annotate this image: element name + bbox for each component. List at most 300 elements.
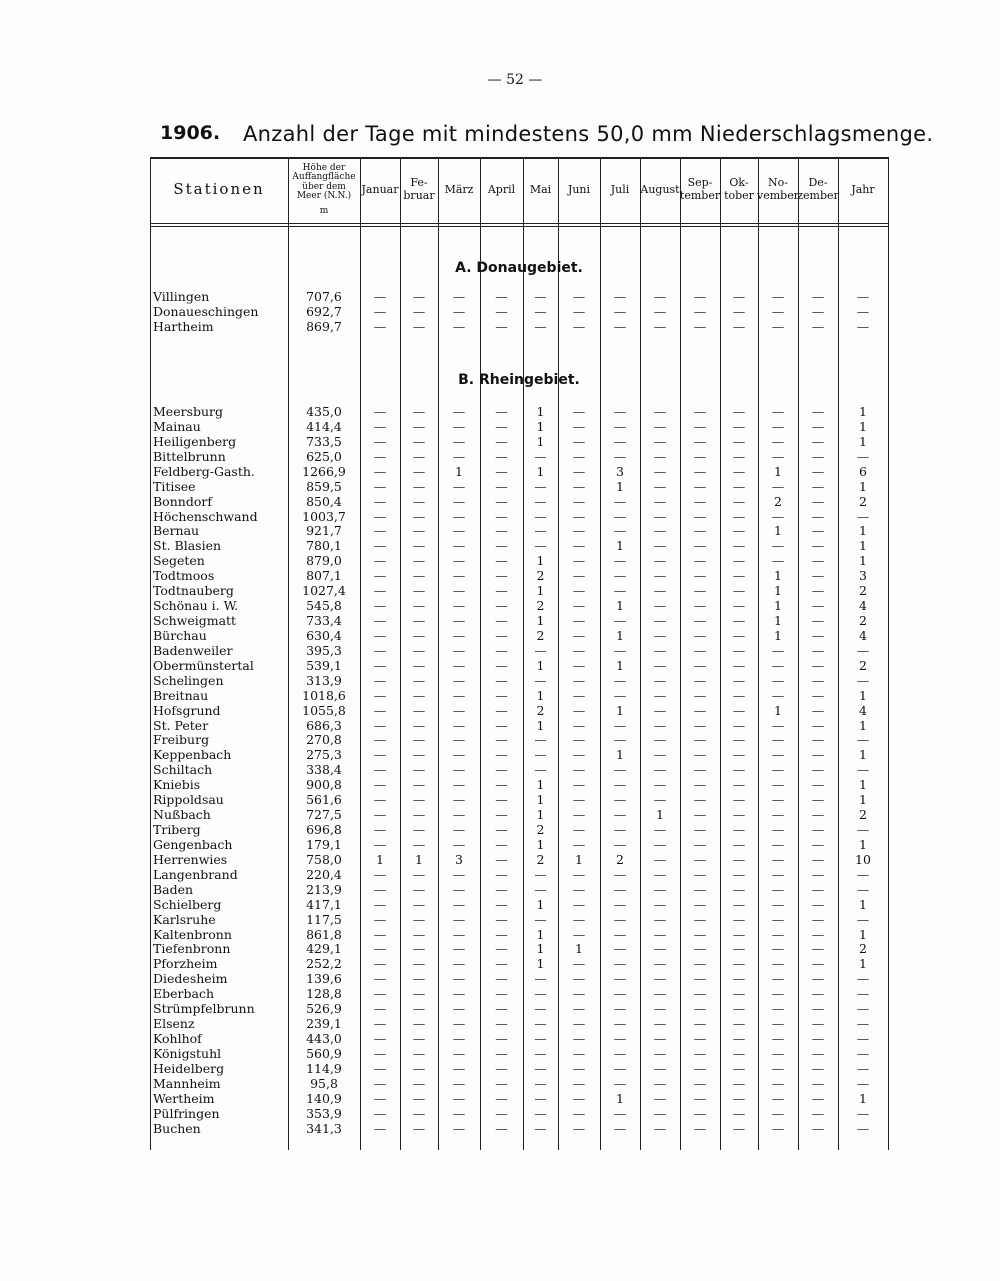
month-value-cell: — xyxy=(572,986,586,1002)
month-value-cell: — xyxy=(693,289,707,304)
month-value-cell: — xyxy=(771,508,785,524)
month-value-cell: — xyxy=(811,792,825,808)
table-row xyxy=(150,822,888,837)
station-hoehe: 443,0 xyxy=(306,1031,342,1047)
month-value-cell: — xyxy=(452,404,466,419)
month-value-cell: — xyxy=(412,1105,426,1121)
month-value-cell: — xyxy=(613,911,627,927)
year-total-cell: 1 xyxy=(859,418,867,434)
station-hoehe: 179,1 xyxy=(306,836,342,852)
page-number: — 52 — xyxy=(487,72,543,88)
month-value-cell: — xyxy=(613,493,627,509)
month-value-cell: — xyxy=(373,303,387,319)
month-value-cell: 2 xyxy=(536,851,545,867)
month-value-cell: — xyxy=(771,1090,785,1106)
month-value-cell: — xyxy=(811,777,825,793)
month-value-cell: — xyxy=(373,702,387,718)
month-value-cell: 1 xyxy=(536,418,545,434)
table-row xyxy=(150,882,888,897)
year-total-cell: 1 xyxy=(859,404,867,419)
table-row xyxy=(150,912,888,927)
month-value-cell: — xyxy=(373,478,387,494)
month-value-cell: — xyxy=(495,896,508,912)
month-value-cell: 1 xyxy=(536,657,545,673)
station-hoehe: 139,6 xyxy=(306,971,342,987)
month-value-cell: — xyxy=(495,777,508,793)
month-value-cell: — xyxy=(572,1120,586,1136)
year-total-cell: 2 xyxy=(859,613,867,629)
month-value-cell: — xyxy=(693,613,707,629)
table-row xyxy=(150,867,888,882)
month-value-cell: — xyxy=(495,762,508,778)
table-row xyxy=(150,1091,888,1106)
year-total-cell: 2 xyxy=(859,583,867,599)
month-value-cell: — xyxy=(572,702,586,718)
table-row xyxy=(150,1106,888,1121)
station-hoehe: 758,0 xyxy=(306,851,342,867)
station-name: Pforzheim xyxy=(153,956,218,972)
month-value-cell: — xyxy=(495,881,508,897)
station-hoehe: 429,1 xyxy=(306,941,342,957)
year-total-cell: 1 xyxy=(859,747,867,763)
month-value-cell: — xyxy=(495,627,508,643)
month-value-cell: — xyxy=(452,747,466,763)
year-total-cell: 4 xyxy=(859,627,867,643)
header-month: Ok- tober xyxy=(724,176,754,202)
month-value-cell: — xyxy=(811,1105,825,1121)
month-value-cell: — xyxy=(653,303,667,319)
month-value-cell: — xyxy=(732,627,746,643)
month-value-cell: — xyxy=(572,1105,586,1121)
station-name: Obermünstertal xyxy=(153,657,254,673)
month-value-cell: — xyxy=(373,866,387,882)
month-value-cell: — xyxy=(613,866,627,882)
year-total-cell: 6 xyxy=(859,463,867,479)
station-name: Bernau xyxy=(153,523,200,539)
month-value-cell: — xyxy=(811,448,825,464)
year-total-cell: 1 xyxy=(859,538,867,554)
month-value-cell: — xyxy=(693,303,707,319)
month-value-cell: — xyxy=(693,478,707,494)
month-value-cell: — xyxy=(732,418,746,434)
month-value-cell: — xyxy=(613,717,627,733)
station-name: Mannheim xyxy=(153,1075,221,1091)
month-value-cell: — xyxy=(811,971,825,987)
month-value-cell: — xyxy=(771,538,785,554)
month-value-cell: — xyxy=(693,448,707,464)
month-value-cell: 1 xyxy=(575,851,583,867)
table-row xyxy=(150,986,888,1001)
month-value-cell: — xyxy=(811,807,825,823)
month-value-cell: — xyxy=(412,926,426,942)
month-value-cell: — xyxy=(613,642,627,658)
month-value-cell: — xyxy=(412,523,426,539)
month-value-cell: — xyxy=(534,747,547,763)
station-name: Kniebis xyxy=(153,777,201,793)
month-value-cell: — xyxy=(693,672,707,688)
month-value-cell: — xyxy=(653,553,667,569)
month-value-cell: 1 xyxy=(616,747,624,763)
month-value-cell: — xyxy=(452,523,466,539)
month-value-cell: — xyxy=(572,598,586,614)
year-total-cell: 1 xyxy=(859,1090,867,1106)
month-value-cell: — xyxy=(452,1075,466,1091)
month-value-cell: — xyxy=(495,493,508,509)
month-value-cell: — xyxy=(653,881,667,897)
station-hoehe: 859,5 xyxy=(306,478,342,494)
month-value-cell: — xyxy=(534,1105,547,1121)
month-value-cell: 1 xyxy=(536,583,545,599)
month-value-cell: — xyxy=(495,613,508,629)
month-value-cell: — xyxy=(653,523,667,539)
month-value-cell: — xyxy=(412,822,426,838)
month-value-cell: — xyxy=(693,1075,707,1091)
month-value-cell: — xyxy=(732,404,746,419)
month-value-cell: — xyxy=(613,418,627,434)
station-name: Schelingen xyxy=(153,672,224,688)
month-value-cell: — xyxy=(412,627,426,643)
station-hoehe: 338,4 xyxy=(306,762,342,778)
month-value-cell: — xyxy=(534,1001,547,1017)
month-value-cell: — xyxy=(811,508,825,524)
month-value-cell: — xyxy=(653,657,667,673)
month-value-cell: — xyxy=(613,807,627,823)
station-hoehe: 117,5 xyxy=(306,911,342,927)
month-value-cell: — xyxy=(572,807,586,823)
month-value-cell: — xyxy=(452,1031,466,1047)
month-value-cell: — xyxy=(693,941,707,957)
table-row xyxy=(150,479,888,494)
table-row xyxy=(150,1001,888,1016)
month-value-cell: — xyxy=(373,822,387,838)
station-name: Heidelberg xyxy=(153,1060,225,1076)
table-row xyxy=(150,747,888,762)
month-value-cell: — xyxy=(613,792,627,808)
month-value-cell: 1 xyxy=(536,717,545,733)
month-value-cell: — xyxy=(452,956,466,972)
month-value-cell: 1 xyxy=(536,777,545,793)
year-total-cell: — xyxy=(856,1060,870,1076)
month-value-cell: 1 xyxy=(536,792,545,808)
month-value-cell: — xyxy=(811,911,825,927)
month-value-cell: — xyxy=(732,687,746,703)
month-value-cell: — xyxy=(534,732,547,748)
month-value-cell: — xyxy=(732,866,746,882)
month-value-cell: — xyxy=(373,508,387,524)
month-value-cell: — xyxy=(653,672,667,688)
month-value-cell: — xyxy=(373,523,387,539)
month-value-cell: — xyxy=(811,289,825,304)
month-value-cell: — xyxy=(693,986,707,1002)
month-value-cell: — xyxy=(732,433,746,449)
station-name: Schielberg xyxy=(153,896,222,912)
month-value-cell: 1 xyxy=(376,851,384,867)
month-value-cell: — xyxy=(811,881,825,897)
month-value-cell: — xyxy=(412,687,426,703)
month-value-cell: — xyxy=(693,404,707,419)
month-value-cell: — xyxy=(613,672,627,688)
month-value-cell: — xyxy=(572,1060,586,1076)
month-value-cell: — xyxy=(572,926,586,942)
month-value-cell: — xyxy=(693,1120,707,1136)
station-hoehe: 414,4 xyxy=(306,418,342,434)
table-row xyxy=(150,673,888,688)
header-hoehe xyxy=(288,157,360,223)
month-value-cell: — xyxy=(572,318,586,334)
precipitation-table xyxy=(150,157,888,1150)
month-value-cell: — xyxy=(732,598,746,614)
month-value-cell: — xyxy=(732,926,746,942)
month-value-cell: — xyxy=(732,777,746,793)
month-value-cell: — xyxy=(732,717,746,733)
month-value-cell: — xyxy=(534,1031,547,1047)
month-value-cell: — xyxy=(653,762,667,778)
month-value-cell: — xyxy=(732,463,746,479)
month-value-cell: — xyxy=(732,318,746,334)
station-hoehe: 239,1 xyxy=(306,1016,342,1032)
month-value-cell: — xyxy=(653,627,667,643)
month-value-cell: 1 xyxy=(774,583,782,599)
month-value-cell: 1 xyxy=(536,404,545,419)
year-total-cell: 1 xyxy=(859,717,867,733)
month-value-cell: — xyxy=(811,1060,825,1076)
year-total-cell: 4 xyxy=(859,702,867,718)
month-value-cell: 1 xyxy=(616,598,624,614)
month-value-cell: — xyxy=(572,866,586,882)
month-value-cell: — xyxy=(572,289,586,304)
month-value-cell: — xyxy=(771,404,785,419)
month-value-cell: — xyxy=(412,1120,426,1136)
year-total-cell: — xyxy=(856,318,870,334)
month-value-cell: — xyxy=(412,289,426,304)
month-value-cell: — xyxy=(771,642,785,658)
year-total-cell: — xyxy=(856,866,870,882)
month-value-cell: — xyxy=(732,553,746,569)
month-value-cell: — xyxy=(693,493,707,509)
header-rule xyxy=(150,226,888,227)
month-value-cell: — xyxy=(412,448,426,464)
month-value-cell: — xyxy=(373,448,387,464)
month-value-cell: — xyxy=(373,747,387,763)
month-value-cell: — xyxy=(572,1090,586,1106)
month-value-cell: — xyxy=(653,1016,667,1032)
month-value-cell: — xyxy=(693,418,707,434)
month-value-cell: — xyxy=(495,1001,508,1017)
month-value-cell: — xyxy=(732,478,746,494)
header-hoehe-line: m xyxy=(319,205,329,216)
station-hoehe: 220,4 xyxy=(306,866,342,882)
month-value-cell: — xyxy=(811,822,825,838)
month-value-cell: — xyxy=(732,1075,746,1091)
month-value-cell: — xyxy=(693,508,707,524)
month-value-cell: — xyxy=(771,866,785,882)
month-value-cell: — xyxy=(811,553,825,569)
month-value-cell: — xyxy=(693,851,707,867)
month-value-cell: 2 xyxy=(536,702,545,718)
month-value-cell: — xyxy=(495,747,508,763)
month-value-cell: — xyxy=(693,598,707,614)
month-value-cell: — xyxy=(771,1031,785,1047)
station-hoehe: 417,1 xyxy=(306,896,342,912)
month-value-cell: — xyxy=(373,433,387,449)
station-name: Höchenschwand xyxy=(153,508,258,524)
header-month: August xyxy=(640,182,680,196)
month-value-cell: — xyxy=(811,583,825,599)
month-value-cell: 1 xyxy=(774,613,782,629)
month-value-cell: — xyxy=(572,627,586,643)
month-value-cell: — xyxy=(771,1105,785,1121)
month-value-cell: — xyxy=(613,896,627,912)
month-value-cell: 1 xyxy=(774,627,782,643)
month-value-cell: — xyxy=(412,1045,426,1061)
month-value-cell: — xyxy=(653,1105,667,1121)
month-value-cell: — xyxy=(653,538,667,554)
station-name: Tiefenbronn xyxy=(153,941,231,957)
month-value-cell: — xyxy=(653,493,667,509)
month-value-cell: — xyxy=(452,598,466,614)
month-value-cell: — xyxy=(693,911,707,927)
month-value-cell: 1 xyxy=(616,657,624,673)
month-value-cell: — xyxy=(771,792,785,808)
month-value-cell: — xyxy=(373,777,387,793)
month-value-cell: — xyxy=(452,687,466,703)
table-row xyxy=(150,1076,888,1091)
year-total-cell: — xyxy=(856,1105,870,1121)
month-value-cell: — xyxy=(732,613,746,629)
station-name: Schiltach xyxy=(153,762,213,778)
month-value-cell: — xyxy=(732,807,746,823)
month-value-cell: — xyxy=(811,493,825,509)
month-value-cell: — xyxy=(373,971,387,987)
month-value-cell: — xyxy=(811,896,825,912)
station-hoehe: 1027,4 xyxy=(302,583,346,599)
month-value-cell: — xyxy=(534,478,547,494)
month-value-cell: — xyxy=(495,1060,508,1076)
month-value-cell: — xyxy=(771,687,785,703)
year-total-cell: — xyxy=(856,508,870,524)
month-value-cell: — xyxy=(452,418,466,434)
month-value-cell: — xyxy=(811,1031,825,1047)
month-value-cell: — xyxy=(732,851,746,867)
month-value-cell: — xyxy=(452,911,466,927)
month-value-cell: — xyxy=(534,1090,547,1106)
header-month: Sep- tember xyxy=(679,176,721,202)
month-value-cell: — xyxy=(412,986,426,1002)
table-row xyxy=(150,688,888,703)
month-value-cell: — xyxy=(693,866,707,882)
month-value-cell: — xyxy=(771,807,785,823)
month-value-cell: — xyxy=(412,792,426,808)
month-value-cell: — xyxy=(452,583,466,599)
month-value-cell: — xyxy=(495,732,508,748)
month-value-cell: — xyxy=(534,881,547,897)
month-value-cell: — xyxy=(771,911,785,927)
month-value-cell: — xyxy=(613,1075,627,1091)
station-name: Keppenbach xyxy=(153,747,232,763)
month-value-cell: — xyxy=(572,463,586,479)
year-total-cell: 1 xyxy=(859,956,867,972)
month-value-cell: — xyxy=(653,702,667,718)
year-total-cell: — xyxy=(856,289,870,304)
month-value-cell: — xyxy=(452,896,466,912)
month-value-cell: — xyxy=(495,851,508,867)
table-row xyxy=(150,1121,888,1136)
month-value-cell: — xyxy=(771,822,785,838)
month-value-cell: — xyxy=(534,448,547,464)
year-total-cell: — xyxy=(856,732,870,748)
month-value-cell: — xyxy=(452,1060,466,1076)
month-value-cell: — xyxy=(732,1045,746,1061)
month-value-cell: — xyxy=(495,1075,508,1091)
month-value-cell: — xyxy=(613,1001,627,1017)
month-value-cell: — xyxy=(732,986,746,1002)
year-total-cell: — xyxy=(856,986,870,1002)
month-value-cell: 1 xyxy=(616,1090,624,1106)
table-row xyxy=(150,927,888,942)
month-value-cell: — xyxy=(534,508,547,524)
month-value-cell: — xyxy=(653,433,667,449)
month-value-cell: — xyxy=(452,792,466,808)
month-value-cell: — xyxy=(613,836,627,852)
month-value-cell: — xyxy=(613,777,627,793)
month-value-cell: — xyxy=(732,836,746,852)
month-value-cell: — xyxy=(495,478,508,494)
month-value-cell: — xyxy=(771,1045,785,1061)
station-hoehe: 900,8 xyxy=(306,777,342,793)
month-value-cell: — xyxy=(452,553,466,569)
month-value-cell: — xyxy=(495,866,508,882)
month-value-cell: — xyxy=(373,598,387,614)
month-value-cell: — xyxy=(613,1031,627,1047)
month-value-cell: 1 xyxy=(774,598,782,614)
month-value-cell: — xyxy=(495,941,508,957)
month-value-cell: — xyxy=(534,289,547,304)
month-value-cell: — xyxy=(811,687,825,703)
month-value-cell: — xyxy=(732,523,746,539)
month-value-cell: — xyxy=(693,1016,707,1032)
month-value-cell: — xyxy=(373,1045,387,1061)
year-total-cell: 1 xyxy=(859,553,867,569)
month-value-cell: — xyxy=(653,986,667,1002)
month-value-cell: — xyxy=(653,1090,667,1106)
month-value-cell: — xyxy=(495,1031,508,1047)
month-value-cell: 3 xyxy=(455,851,463,867)
table-row xyxy=(150,971,888,986)
month-value-cell: — xyxy=(412,1075,426,1091)
month-value-cell: — xyxy=(693,538,707,554)
month-value-cell: — xyxy=(771,318,785,334)
station-name: Villingen xyxy=(153,289,210,304)
month-value-cell: — xyxy=(771,418,785,434)
table-row xyxy=(150,419,888,434)
month-value-cell: — xyxy=(693,523,707,539)
month-value-cell: — xyxy=(771,732,785,748)
month-value-cell: — xyxy=(732,747,746,763)
station-hoehe: 395,3 xyxy=(306,642,342,658)
station-name: Badenweiler xyxy=(153,642,233,658)
month-value-cell: — xyxy=(412,538,426,554)
table-row xyxy=(150,319,888,334)
year-label: 1906. xyxy=(160,122,221,144)
month-value-cell: — xyxy=(412,881,426,897)
month-value-cell: — xyxy=(613,732,627,748)
month-value-cell: — xyxy=(572,1001,586,1017)
station-hoehe: 879,0 xyxy=(306,553,342,569)
month-value-cell: — xyxy=(495,807,508,823)
table-row xyxy=(150,613,888,628)
month-value-cell: — xyxy=(373,926,387,942)
month-value-cell: 1 xyxy=(536,553,545,569)
